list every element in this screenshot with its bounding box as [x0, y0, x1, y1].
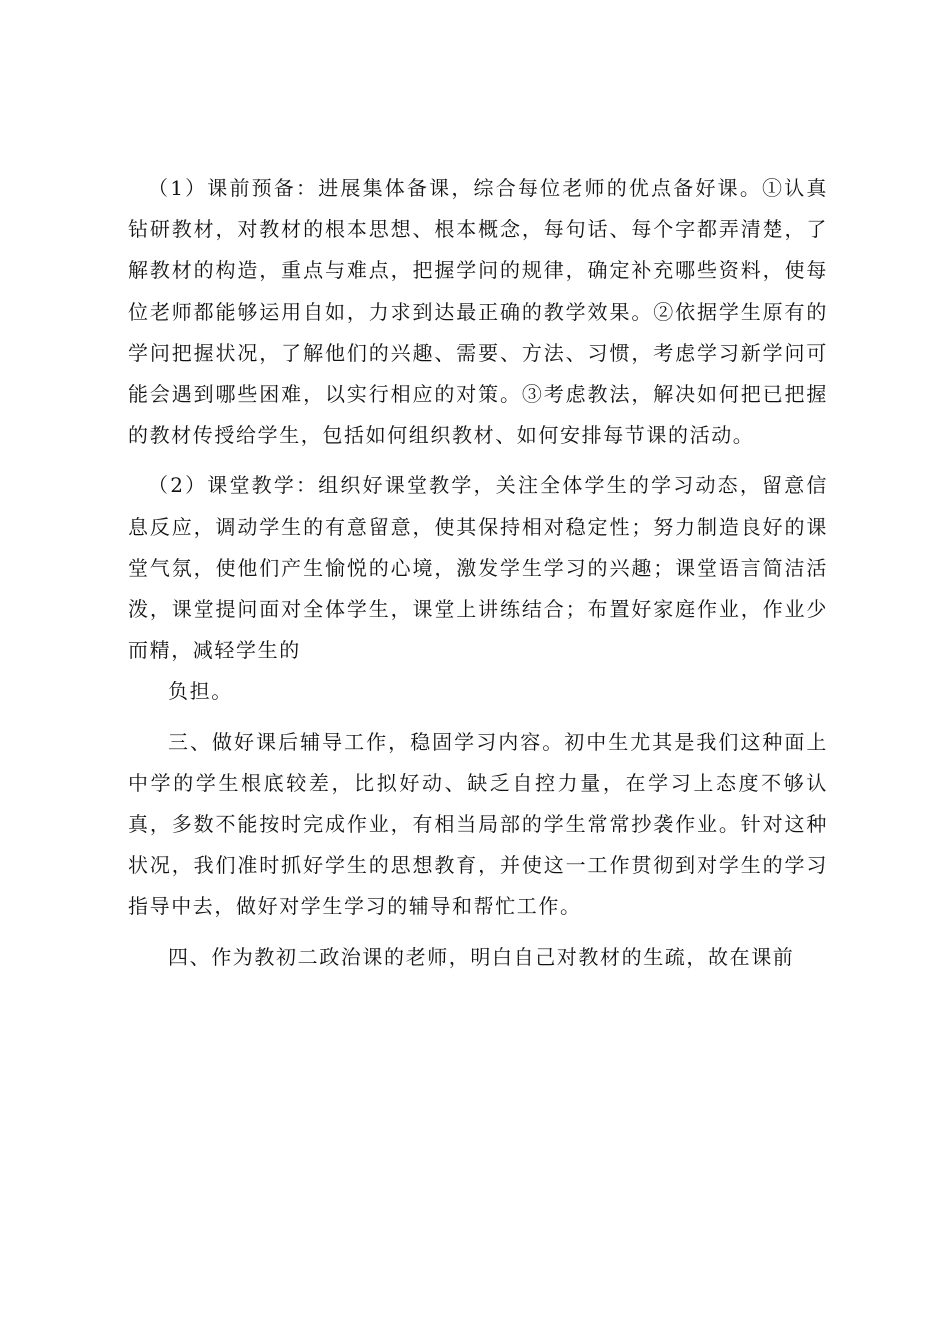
- paragraph-burden: 负担。: [168, 679, 233, 704]
- paragraph-classroom-teaching: （2）课堂教学：组织好课堂教学，关注全体学生的学习动态，留意信息反应，调动学生的有意留意，使其保持相对稳定性；努力制造良好的课堂气氛，使他们产生愉悦的心境，激发学生学习的兴趣；课堂语言简洁活泼，课堂提问面对全体学生，课堂上讲练结合；布置好家庭作业，作业少而精，减轻学生的: [128, 473, 828, 663]
- document-body: [128, 168, 828, 978]
- paragraph-lesson-preparation: （1）课前预备：进展集体备课，综合每位老师的优点备好课。①认真钻研教材，对教材的根本思想、根本概念，每句话、每个字都弄清楚，了解教材的构造，重点与难点，把握学问的规律，确定补充哪些资料，使每位老师都能够运用自如，力求到达最正确的教学效果。②依据学生原有的学问把握状况，了解他们的兴趣、需要、方法、习惯，考虑学习新学问可能会遇到哪些困难，以实行相应的对策。③考虑教法，解决如何把已把握的教材传授给学生，包括如何组织教材、如何安排每节课的活动。: [128, 176, 828, 448]
- paragraph-politics-teacher: 四、作为教初二政治课的老师，明白自己对教材的生疏，故在课前: [168, 944, 795, 969]
- paragraph-after-class-tutoring: 三、做好课后辅导工作，稳固学习内容。初中生尤其是我们这种面上中学的学生根底较差，比拟好动、缺乏自控力量，在学习上态度不够认真，多数不能按时完成作业，有相当局部的学生常常抄袭作业。针对这种状况，我们准时抓好学生的思想教育，并使这一工作贯彻到对学生的学习指导中去，做好对学生学习的辅导和帮忙工作。: [128, 729, 828, 919]
